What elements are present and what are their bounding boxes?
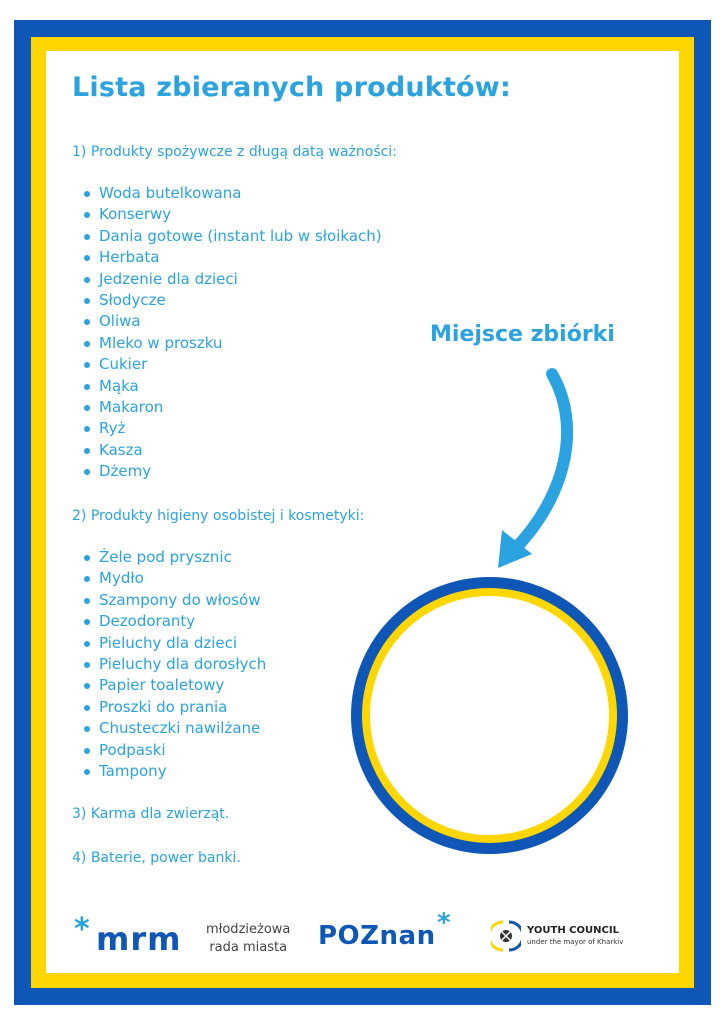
bullet-icon [84,748,90,754]
list-item [78,226,382,247]
list-item-label: Oliwa [99,312,141,331]
list-item [78,675,266,696]
bullet-icon [84,769,90,775]
bullet-icon [84,662,90,668]
list-item-label: Kasza [99,440,143,459]
list-item-label: Makaron [99,397,164,416]
list-item [78,633,266,654]
list-item-label: Jedzenie dla dzieci [99,269,238,288]
bullet-icon [84,405,90,411]
bullet-icon [84,191,90,197]
list-item [78,718,266,739]
bullet-icon [84,726,90,732]
bullet-icon [84,277,90,283]
list-item [78,654,266,675]
list-item [78,376,382,397]
bullet-icon [84,619,90,625]
collection-circle-space [370,596,609,835]
page-title: Lista zbieranych produktów: [72,72,511,103]
list-item-label: Dżemy [99,462,152,481]
list-item-label: Herbata [99,248,160,267]
bullet-icon [84,469,90,475]
list-item [78,418,382,439]
list-item-label: Mleko w proszku [99,333,223,352]
list-item-label: Dezodoranty [99,612,196,631]
food-list [78,183,382,482]
bullet-icon [84,212,90,218]
list-item [78,611,266,632]
list-item [78,290,382,311]
bullet-icon [84,683,90,689]
list-item [78,311,382,332]
list-item-label: Chusteczki nawilżane [99,719,261,738]
youth-council-title: YOUTH COUNCIL [527,925,619,936]
bullet-icon [84,319,90,325]
list-item-label: Mydło [99,569,144,588]
list-item [78,440,382,461]
arrow-down-icon [488,362,578,577]
star-icon: * [74,912,90,947]
list-item-label: Cukier [99,355,148,374]
list-item-label: Dania gotowe (instant lub w słoikach) [99,226,382,245]
list-item [78,740,266,761]
bullet-icon [84,255,90,261]
list-item [78,761,266,782]
list-item-label: Konserwy [99,205,172,224]
list-item-label: Tampony [99,761,167,780]
list-item-label: Proszki do prania [99,697,228,716]
list-item-label: Mąka [99,376,139,395]
bullet-icon [84,555,90,561]
section-hygiene-heading: 2) Produkty higieny osobistej i kosmetyki: [72,508,365,524]
bullet-icon [84,341,90,347]
collection-point-label: Miejsce zbiórki [430,322,615,347]
list-item [78,354,382,375]
list-item [78,590,266,611]
star-icon: * [437,908,451,938]
bullet-icon [84,641,90,647]
bullet-icon [84,705,90,711]
list-item-label: Podpaski [99,740,166,759]
mrm-subtitle-line2: rada miasta [209,940,288,955]
bullet-icon [84,234,90,240]
list-item [78,269,382,290]
list-item-label: Ryż [99,419,126,438]
list-item [78,568,266,589]
list-item-label: Woda butelkowana [99,184,242,202]
list-item [78,697,266,718]
section-pets-heading: 3) Karma dla zwierząt. [72,806,230,822]
bullet-icon [84,448,90,454]
bullet-icon [84,598,90,604]
list-item-label: Szampony do włosów [99,590,261,609]
list-item-label: Pieluchy dla dorosłych [99,654,267,673]
youth-council-subtitle: under the mayor of Kharkiv [527,938,624,946]
list-item [78,183,382,204]
bullet-icon [84,576,90,582]
hygiene-list [78,547,266,782]
list-item-label: Pieluchy dla dzieci [99,633,238,652]
list-item [78,547,266,568]
list-item-label: Słodycze [99,290,166,309]
list-item-label: Papier toaletowy [99,676,225,695]
section-food-heading: 1) Produkty spożywcze z długą datą ważności: [72,144,397,160]
list-item [78,461,382,482]
list-item [78,333,382,354]
mrm-subtitle-line1: młodzieżowa [206,922,291,937]
poznan-logo: POZnan [318,921,436,951]
list-item-label: Żele pod prysznic [99,548,232,566]
bullet-icon [84,384,90,390]
youth-council-emblem-icon [491,919,521,953]
list-item [78,204,382,225]
bullet-icon [84,426,90,432]
bullet-icon [84,298,90,304]
list-item [78,397,382,418]
mrm-logo: mrm [96,920,182,958]
bullet-icon [84,362,90,368]
mrm-logo-subtitle [206,921,290,957]
section-batteries-heading: 4) Baterie, power banki. [72,850,241,866]
list-item [78,247,382,268]
